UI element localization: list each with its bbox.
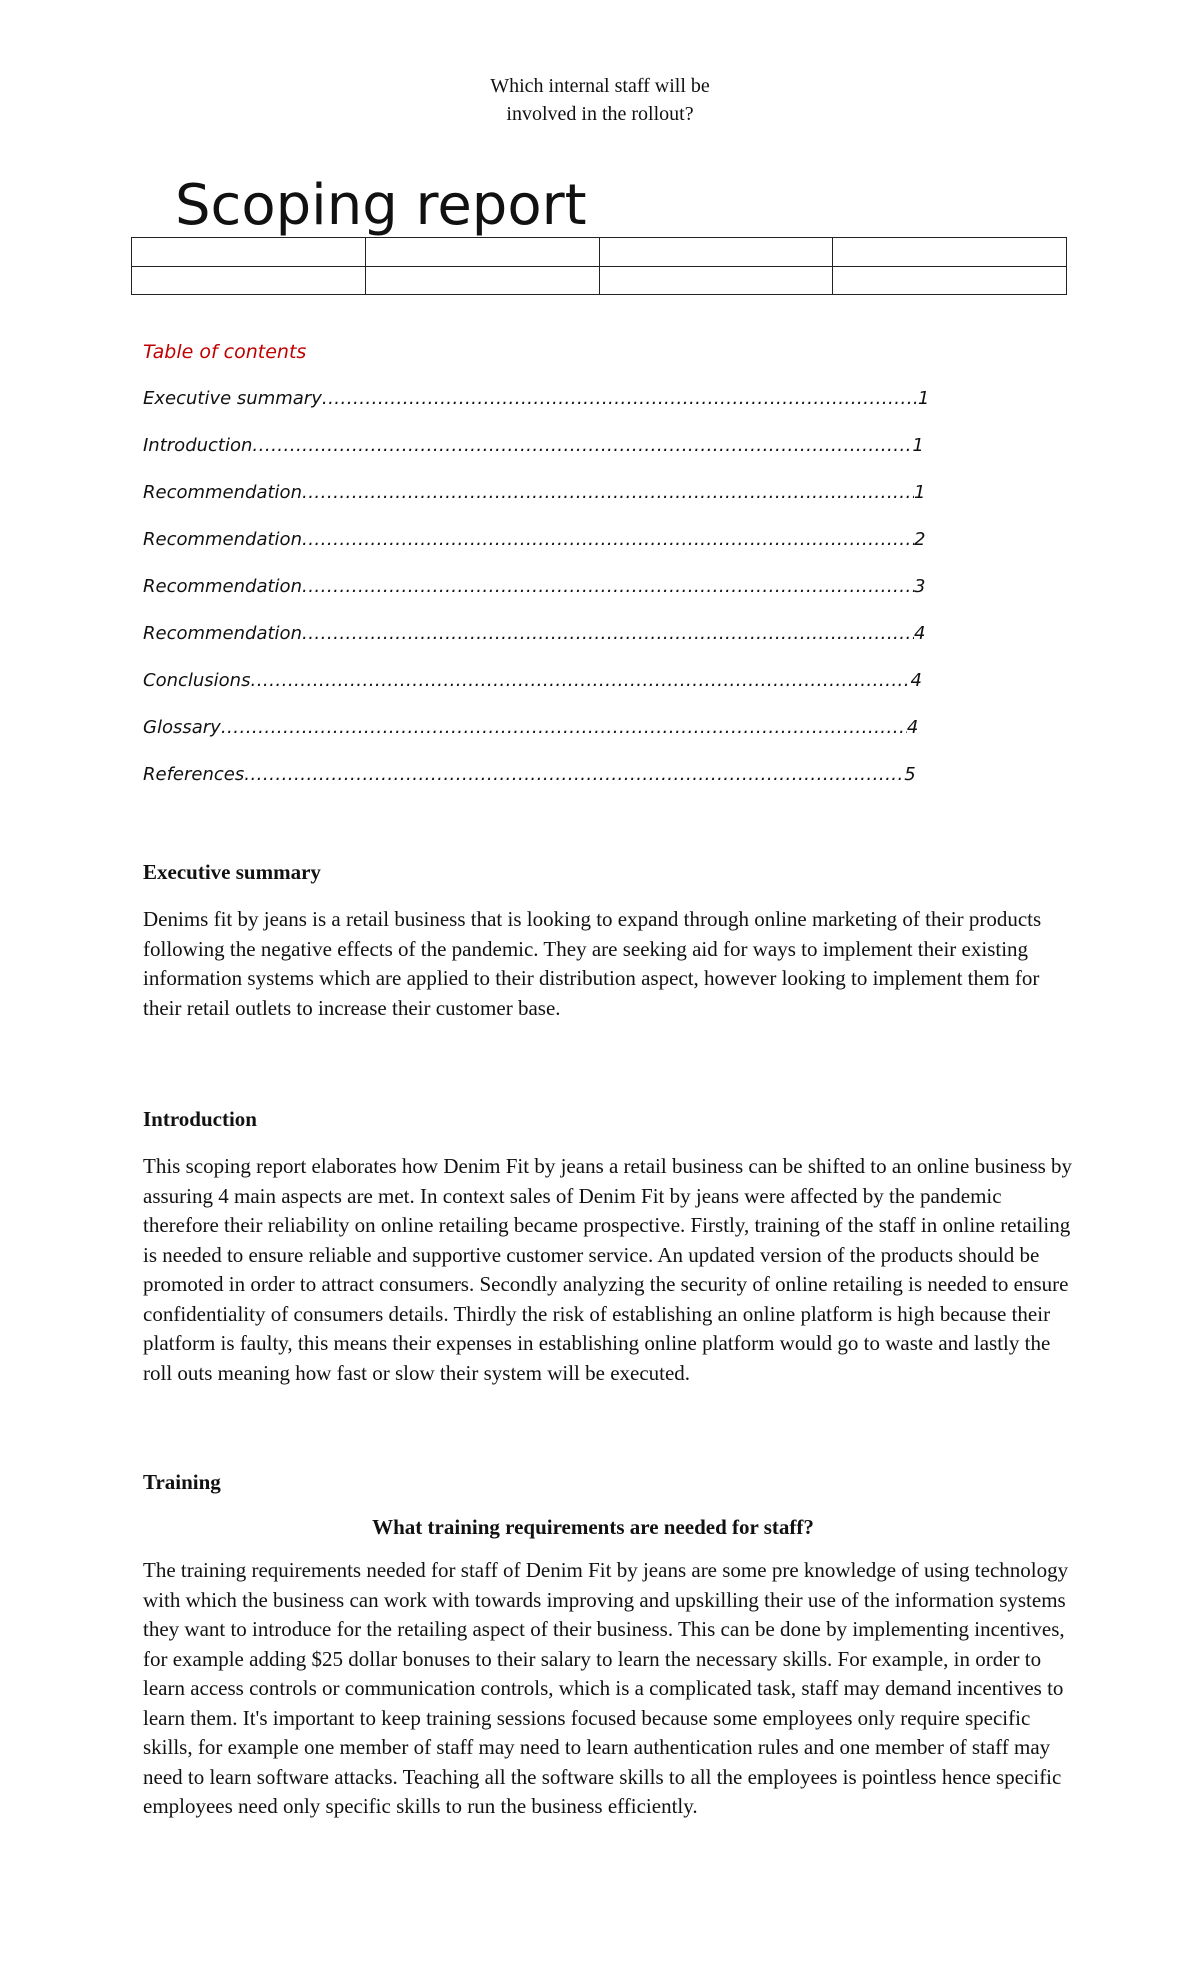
toc-leader-dots	[322, 385, 918, 413]
toc-entry-page: 4	[910, 670, 922, 691]
toc-entry-recommendation-2[interactable]	[143, 526, 943, 554]
toc-entry-label: Introduction	[143, 435, 253, 456]
table-cell	[833, 238, 1067, 267]
section-heading: Introduction	[143, 1107, 257, 1131]
toc-leader-dots	[250, 667, 910, 695]
table-cell	[365, 238, 599, 267]
toc-entry-label: Recommendation	[143, 529, 302, 550]
section-paragraph: The training requirements needed for staff of Denim Fit by jeans are some pre knowledge of using technology with which the business can work with towards improving and upskilling their use of the information systems they want to introduce for the retailing aspect of their business. This can be done by implementing incentives, for example adding $25 dollar bonuses to their salary to learn the necessary skills. For example, in order to learn access controls or communication controls, which is a complicated task, staff may demand incentives to learn them. It's important to keep training sessions focused because some employees only require specific skills, for example one member of staff may need to learn authentication rules and one member of staff may need to learn software attacks. Teaching all the software skills to all the employees is pointless hence specific employees need only specific skills to run the business efficiently.	[143, 1558, 1069, 1818]
toc-entry-label: Conclusions	[143, 670, 251, 691]
table-row	[132, 238, 1067, 267]
toc-entry-executive-summary[interactable]	[143, 385, 943, 413]
toc-entry-page: 4	[913, 623, 926, 644]
toc-entry-label: Glossary	[143, 717, 221, 738]
toc-entry-page: 1	[917, 388, 930, 409]
toc-entry-page: 3	[913, 576, 926, 597]
table-cell	[132, 266, 366, 295]
document-body	[143, 858, 1073, 1882]
toc-entry-page: 1	[912, 435, 924, 456]
header-comment	[0, 72, 1200, 128]
header-grid-table	[131, 237, 1067, 295]
toc-entry-page: 2	[913, 529, 926, 550]
section-paragraph: This scoping report elaborates how Denim Fit by jeans a retail business can be shifted to an online business by assuring 4 main aspects are met. In context sales of Denim Fit by jeans were affected by the pandemic therefore their reliability on online retailing became prospective. Firstly, training of the staff in online retailing is needed to ensure reliable and supportive customer service. An updated version of the products should be promoted in order to attract consumers. Secondly analyzing the security of online retailing is needed to ensure confidentiality of consumers details. Thirdly the risk of establishing an online platform is high because their platform is faulty, this means their expenses in establishing online platform would go to waste and lastly the roll outs meaning how fast or slow their system will be executed.	[143, 1154, 1073, 1385]
training-question: What training requirements are needed for staff?	[372, 1515, 814, 1539]
section-heading: Executive summary	[143, 860, 321, 884]
introduction-section	[143, 1105, 1073, 1388]
toc-leader-dots	[302, 526, 914, 554]
toc-entry-label: Recommendation	[143, 623, 302, 644]
toc-entry-recommendation-1[interactable]	[143, 479, 943, 507]
table-cell	[132, 238, 366, 267]
toc-entry-glossary[interactable]	[143, 714, 943, 742]
toc-entry-label: References	[143, 764, 245, 785]
table-cell	[833, 266, 1067, 295]
table-of-contents	[143, 338, 943, 808]
header-comment-line1: Which internal staff will be	[490, 75, 710, 97]
executive-summary-section	[143, 858, 1073, 1023]
table-cell	[599, 266, 833, 295]
toc-leader-dots	[302, 573, 914, 601]
table-row	[132, 266, 1067, 295]
toc-entry-recommendation-4[interactable]	[143, 620, 943, 648]
training-section	[143, 1468, 1073, 1822]
toc-entry-introduction[interactable]	[143, 432, 943, 460]
toc-leader-dots	[244, 761, 904, 789]
table-cell	[599, 238, 833, 267]
toc-leader-dots	[221, 714, 907, 742]
table-cell	[365, 266, 599, 295]
section-heading: Training	[143, 1470, 221, 1494]
toc-heading: Table of contents	[143, 341, 307, 363]
toc-entry-label: Recommendation	[143, 576, 302, 597]
toc-entry-label: Executive summary	[143, 388, 322, 409]
toc-entry-page: 5	[904, 764, 916, 785]
toc-entry-page: 1	[913, 482, 926, 503]
toc-leader-dots	[252, 432, 912, 460]
toc-leader-dots	[302, 620, 914, 648]
toc-entry-label: Recommendation	[143, 482, 302, 503]
toc-entry-conclusions[interactable]	[143, 667, 943, 695]
toc-entry-page: 4	[906, 717, 919, 738]
header-comment-line2: involved in the rollout?	[506, 103, 694, 125]
toc-leader-dots	[302, 479, 914, 507]
section-paragraph: Denims fit by jeans is a retail business that is looking to expand through online marketing of their products following the negative effects of the pandemic. They are seeking aid for ways to implement their existing information systems which are applied to their distribution aspect, however looking to implement them for their retail outlets to increase their customer base.	[143, 907, 1042, 1020]
toc-entry-references[interactable]	[143, 761, 943, 789]
toc-entry-recommendation-3[interactable]	[143, 573, 943, 601]
document-title: Scoping report	[175, 173, 587, 238]
